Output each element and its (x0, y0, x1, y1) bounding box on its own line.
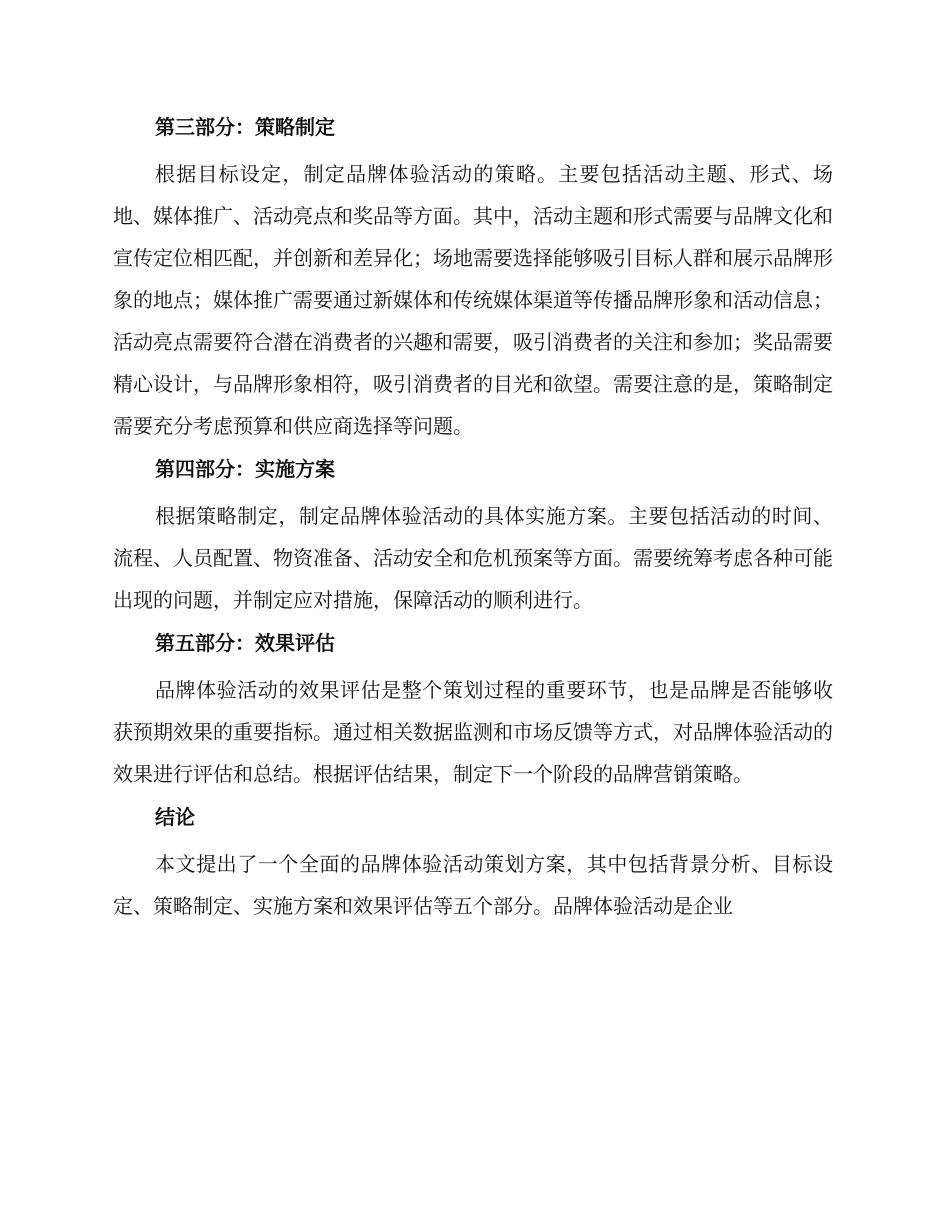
section-body-conclusion: 本文提出了一个全面的品牌体验活动策划方案，其中包括背景分析、目标设定、策略制定、实施方案和效果评估等五个部分。品牌体验活动是企业 (113, 852, 833, 918)
section-heading-implementation: 第四部分：实施方案 (155, 457, 335, 481)
section-body-strategy: 根据目标设定，制定品牌体验活动的策略。主要包括活动主题、形式、场地、媒体推广、活动亮点和奖品等方面。其中，活动主题和形式需要与品牌文化和宣传定位相匹配，并创新和差异化；场地需要选择能够吸引目标人群和展示品牌形象的地点；媒体推广需要通过新媒体和传统媒体渠道等传播品牌形象和活动信息；活动亮点需要符合潜在消费者的兴趣和需要，吸引消费者的关注和参加；奖品需要精心设计，与品牌形象相符，吸引消费者的目光和欲望。需要注意的是，策略制定需要充分考虑预算和供应商选择等问题。 (113, 162, 833, 438)
document-content (113, 110, 833, 932)
section-body-evaluation: 品牌体验活动的效果评估是整个策划过程的重要环节，也是品牌是否能够收获预期效果的重要指标。通过相关数据监测和市场反馈等方式，对品牌体验活动的效果进行评估和总结。根据评估结果，制定下一个阶段的品牌营销策略。 (113, 678, 833, 786)
section-heading-conclusion: 结论 (155, 805, 195, 829)
section-heading-evaluation: 第五部分：效果评估 (155, 631, 335, 655)
section-body-implementation: 根据策略制定，制定品牌体验活动的具体实施方案。主要包括活动的时间、流程、人员配置、物资准备、活动安全和危机预案等方面。需要统筹考虑各种可能出现的问题，并制定应对措施，保障活动的顺利进行。 (113, 504, 833, 612)
section-heading-strategy: 第三部分：策略制定 (155, 115, 335, 139)
